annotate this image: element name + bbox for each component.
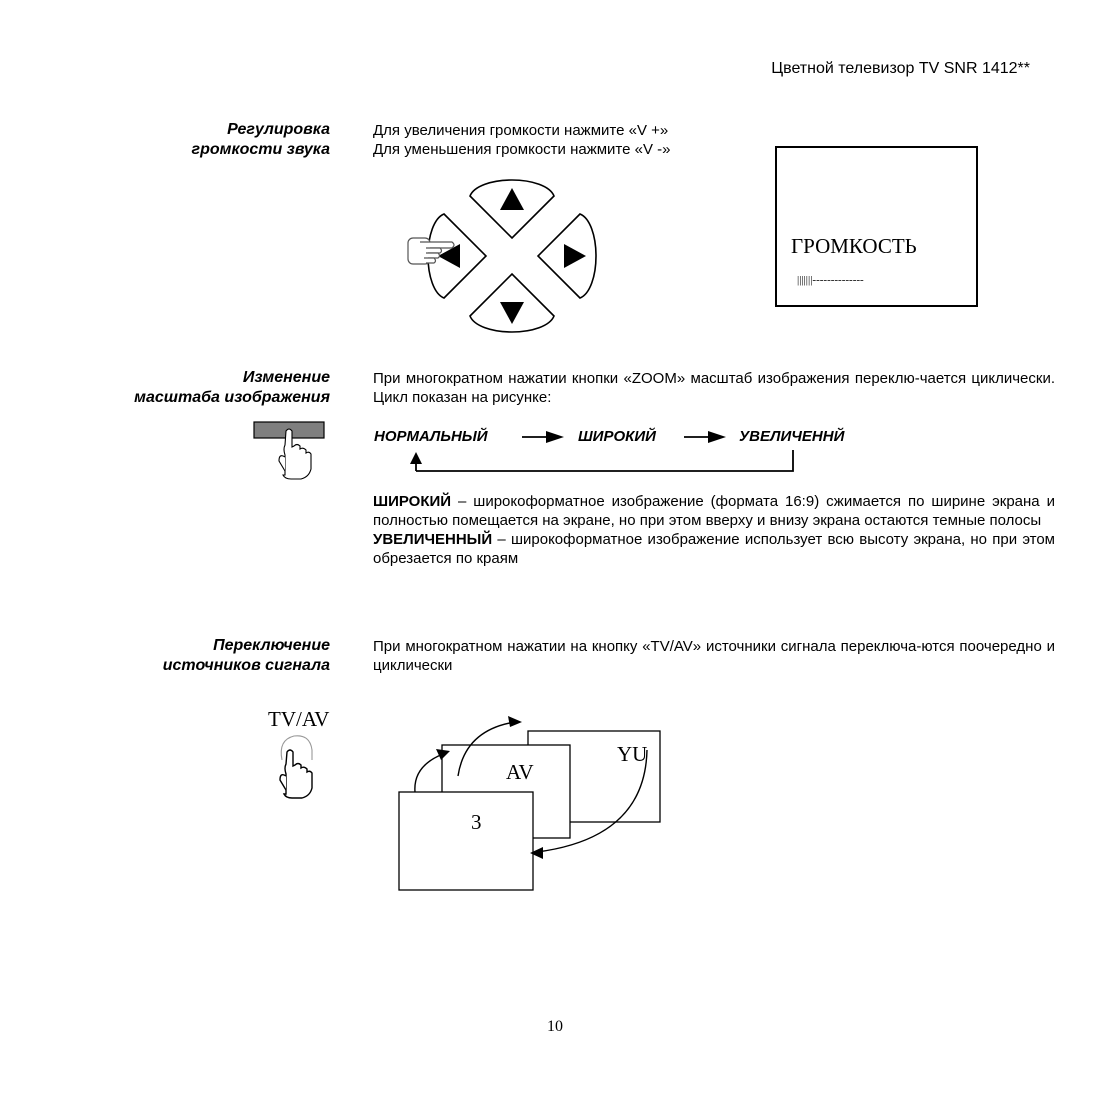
zoom-mode-normal: НОРМАЛЬНЫЙ (374, 428, 488, 445)
source-section-label (163, 636, 330, 676)
volume-section-label (192, 120, 330, 160)
volume-osd-label: ГРОМКОСТЬ (791, 234, 917, 258)
source-label-line1: Переключение (213, 637, 330, 654)
page-number: 10 (547, 1018, 563, 1035)
arrowhead-icon (508, 716, 522, 727)
document-header-title: Цветной телевизор TV SNR 1412** (771, 60, 1030, 77)
volume-label-line2: громкости звука (191, 141, 330, 158)
zoom-description (373, 492, 1055, 568)
wide-desc: – широкоформатное изображение (формата 16:9) сжимается по ширине экрана и полностью помещается на экране, но при этом вверху и внизу экрана остаются темные полосы (373, 493, 1055, 529)
volume-osd-bar: |||||||-------------- (797, 274, 864, 286)
source-screen-front (399, 792, 533, 890)
arrow-wide-to-zoomed-icon (708, 431, 726, 443)
source-intro-text: При многократном нажатии на кнопку «TV/AV» источники сигнала переключа-ются поочередно и циклически (373, 638, 1055, 674)
return-path-line (416, 450, 793, 471)
volume-instructions (373, 121, 671, 159)
source-middle-label: AV (506, 760, 534, 784)
zoom-mode-wide: ШИРОКИЙ (578, 428, 656, 445)
navigation-pad-illustration (400, 172, 600, 340)
volume-down-instruction: Для уменьшения громкости нажмите «V -» (373, 141, 671, 158)
zoom-section-label (134, 368, 330, 408)
tvav-button-illustration (272, 730, 322, 802)
zoom-label-line1: Изменение (242, 369, 330, 386)
zoom-wide-description (373, 492, 1055, 530)
arrow-return-icon (410, 452, 422, 464)
source-back-label: YU (617, 742, 648, 766)
zoom-label-line2: масштаба изображения (134, 389, 330, 406)
pressing-hand-icon (280, 750, 312, 798)
zoom-mode-zoomed: УВЕЛИЧЕННЙ (739, 428, 845, 445)
zoom-zoomed-description (373, 530, 1055, 568)
source-label-line2: источников сигнала (162, 657, 330, 674)
source-cycle-diagram (395, 710, 670, 895)
source-front-label: 3 (471, 810, 482, 834)
volume-up-instruction: Для увеличения громкости нажмите «V +» (373, 122, 669, 139)
zoom-intro-text: При многократном нажатии кнопки «ZOOM» масштаб изображения переклю-чается циклически. Цикл показан на рисунке: (373, 370, 1055, 406)
volume-label-line1: Регулировка (227, 121, 330, 138)
zoom-cycle-arrows (370, 420, 830, 480)
zoomed-term: УВЕЛИЧЕННЫЙ (373, 531, 493, 548)
tvav-button-circle (281, 736, 312, 760)
arrow-normal-to-wide-icon (546, 431, 564, 443)
wide-term: ШИРОКИЙ (373, 493, 452, 510)
arrow-front-to-middle (415, 754, 443, 792)
tvav-button-label: TV/AV (268, 707, 330, 731)
volume-osd-screen (775, 146, 978, 307)
zoomed-desc: – широкоформатное изображение использует всю высоту экрана, но при этом обрезается по краям (373, 531, 1055, 567)
zoom-button-illustration (253, 419, 327, 483)
